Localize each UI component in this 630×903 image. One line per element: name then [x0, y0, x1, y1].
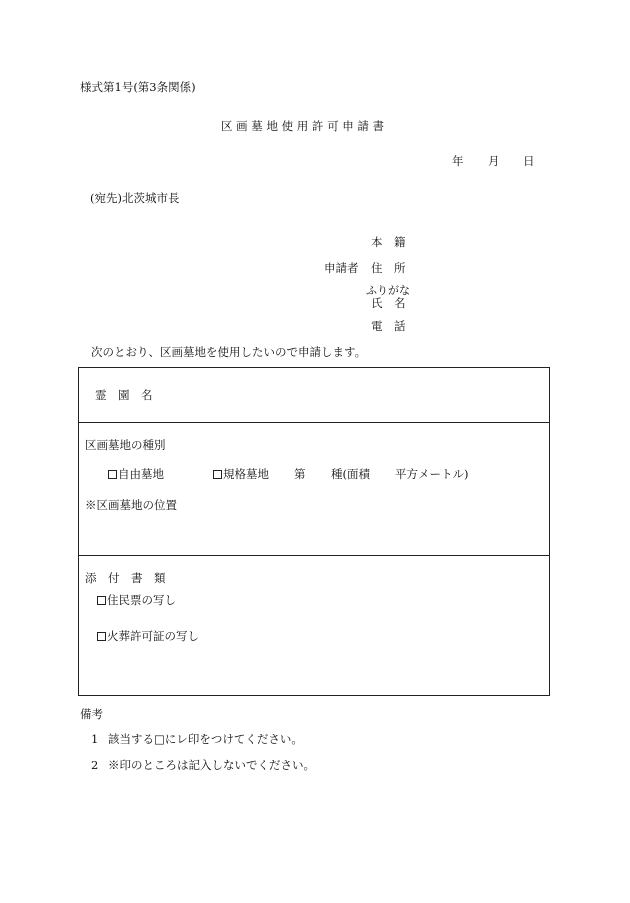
note-number: 2: [91, 758, 99, 772]
plot-location-label: ※区画墓地の位置: [85, 498, 177, 512]
checkbox[interactable]: [108, 470, 117, 479]
notes-heading: 備考: [80, 707, 103, 721]
cemetery-name-label: 霊 園 名: [95, 388, 153, 402]
area-unit-label: 平方メートル): [395, 467, 469, 481]
phone-label: 電 話: [371, 319, 406, 333]
attachments-label: 添 付 書 類: [85, 571, 166, 585]
date-year-label: 年: [452, 154, 464, 168]
furigana-label: ふりがな: [366, 284, 410, 297]
checkbox[interactable]: [97, 596, 106, 605]
note-text: ※印のところは記入しないでください。: [108, 758, 315, 772]
addressee: (宛先)北茨城市長: [90, 191, 180, 205]
attachment-1-label: 住民票の写し: [107, 593, 176, 607]
date-day-label: 日: [523, 154, 535, 168]
row-divider: [79, 555, 549, 556]
free-plot-label: 自由墓地: [118, 467, 164, 481]
attachment-resident-record[interactable]: [97, 595, 176, 607]
form-number: 様式第1号(第3条関係): [80, 80, 196, 94]
free-plot-option[interactable]: [108, 469, 164, 481]
attachment-cremation-permit[interactable]: [97, 631, 199, 643]
plot-number-prefix: 第: [294, 467, 306, 481]
row-divider: [79, 422, 549, 423]
application-form-table: [78, 367, 550, 696]
domicile-label: 本 籍: [371, 235, 406, 249]
plot-type-area-label: 種(面積: [331, 467, 370, 481]
standard-plot-label: 規格墓地: [223, 467, 269, 481]
note-text: 該当する□にレ印をつけてください。: [108, 732, 303, 746]
document-title: 区 画 墓 地 使 用 許 可 申 請 書: [221, 119, 385, 133]
intro-text: 次のとおり、区画墓地を使用したいので申請します。: [91, 345, 367, 359]
name-label: 氏 名: [371, 296, 406, 310]
date-month-label: 月: [488, 154, 500, 168]
address-label: 住 所: [371, 261, 406, 275]
attachment-2-label: 火葬許可証の写し: [107, 629, 199, 643]
note-number: 1: [91, 732, 99, 746]
plot-type-label: 区画墓地の種別: [85, 438, 166, 452]
checkbox[interactable]: [213, 470, 222, 479]
standard-plot-option[interactable]: [213, 469, 269, 481]
checkbox[interactable]: [97, 632, 106, 641]
applicant-label: 申請者: [324, 261, 359, 275]
